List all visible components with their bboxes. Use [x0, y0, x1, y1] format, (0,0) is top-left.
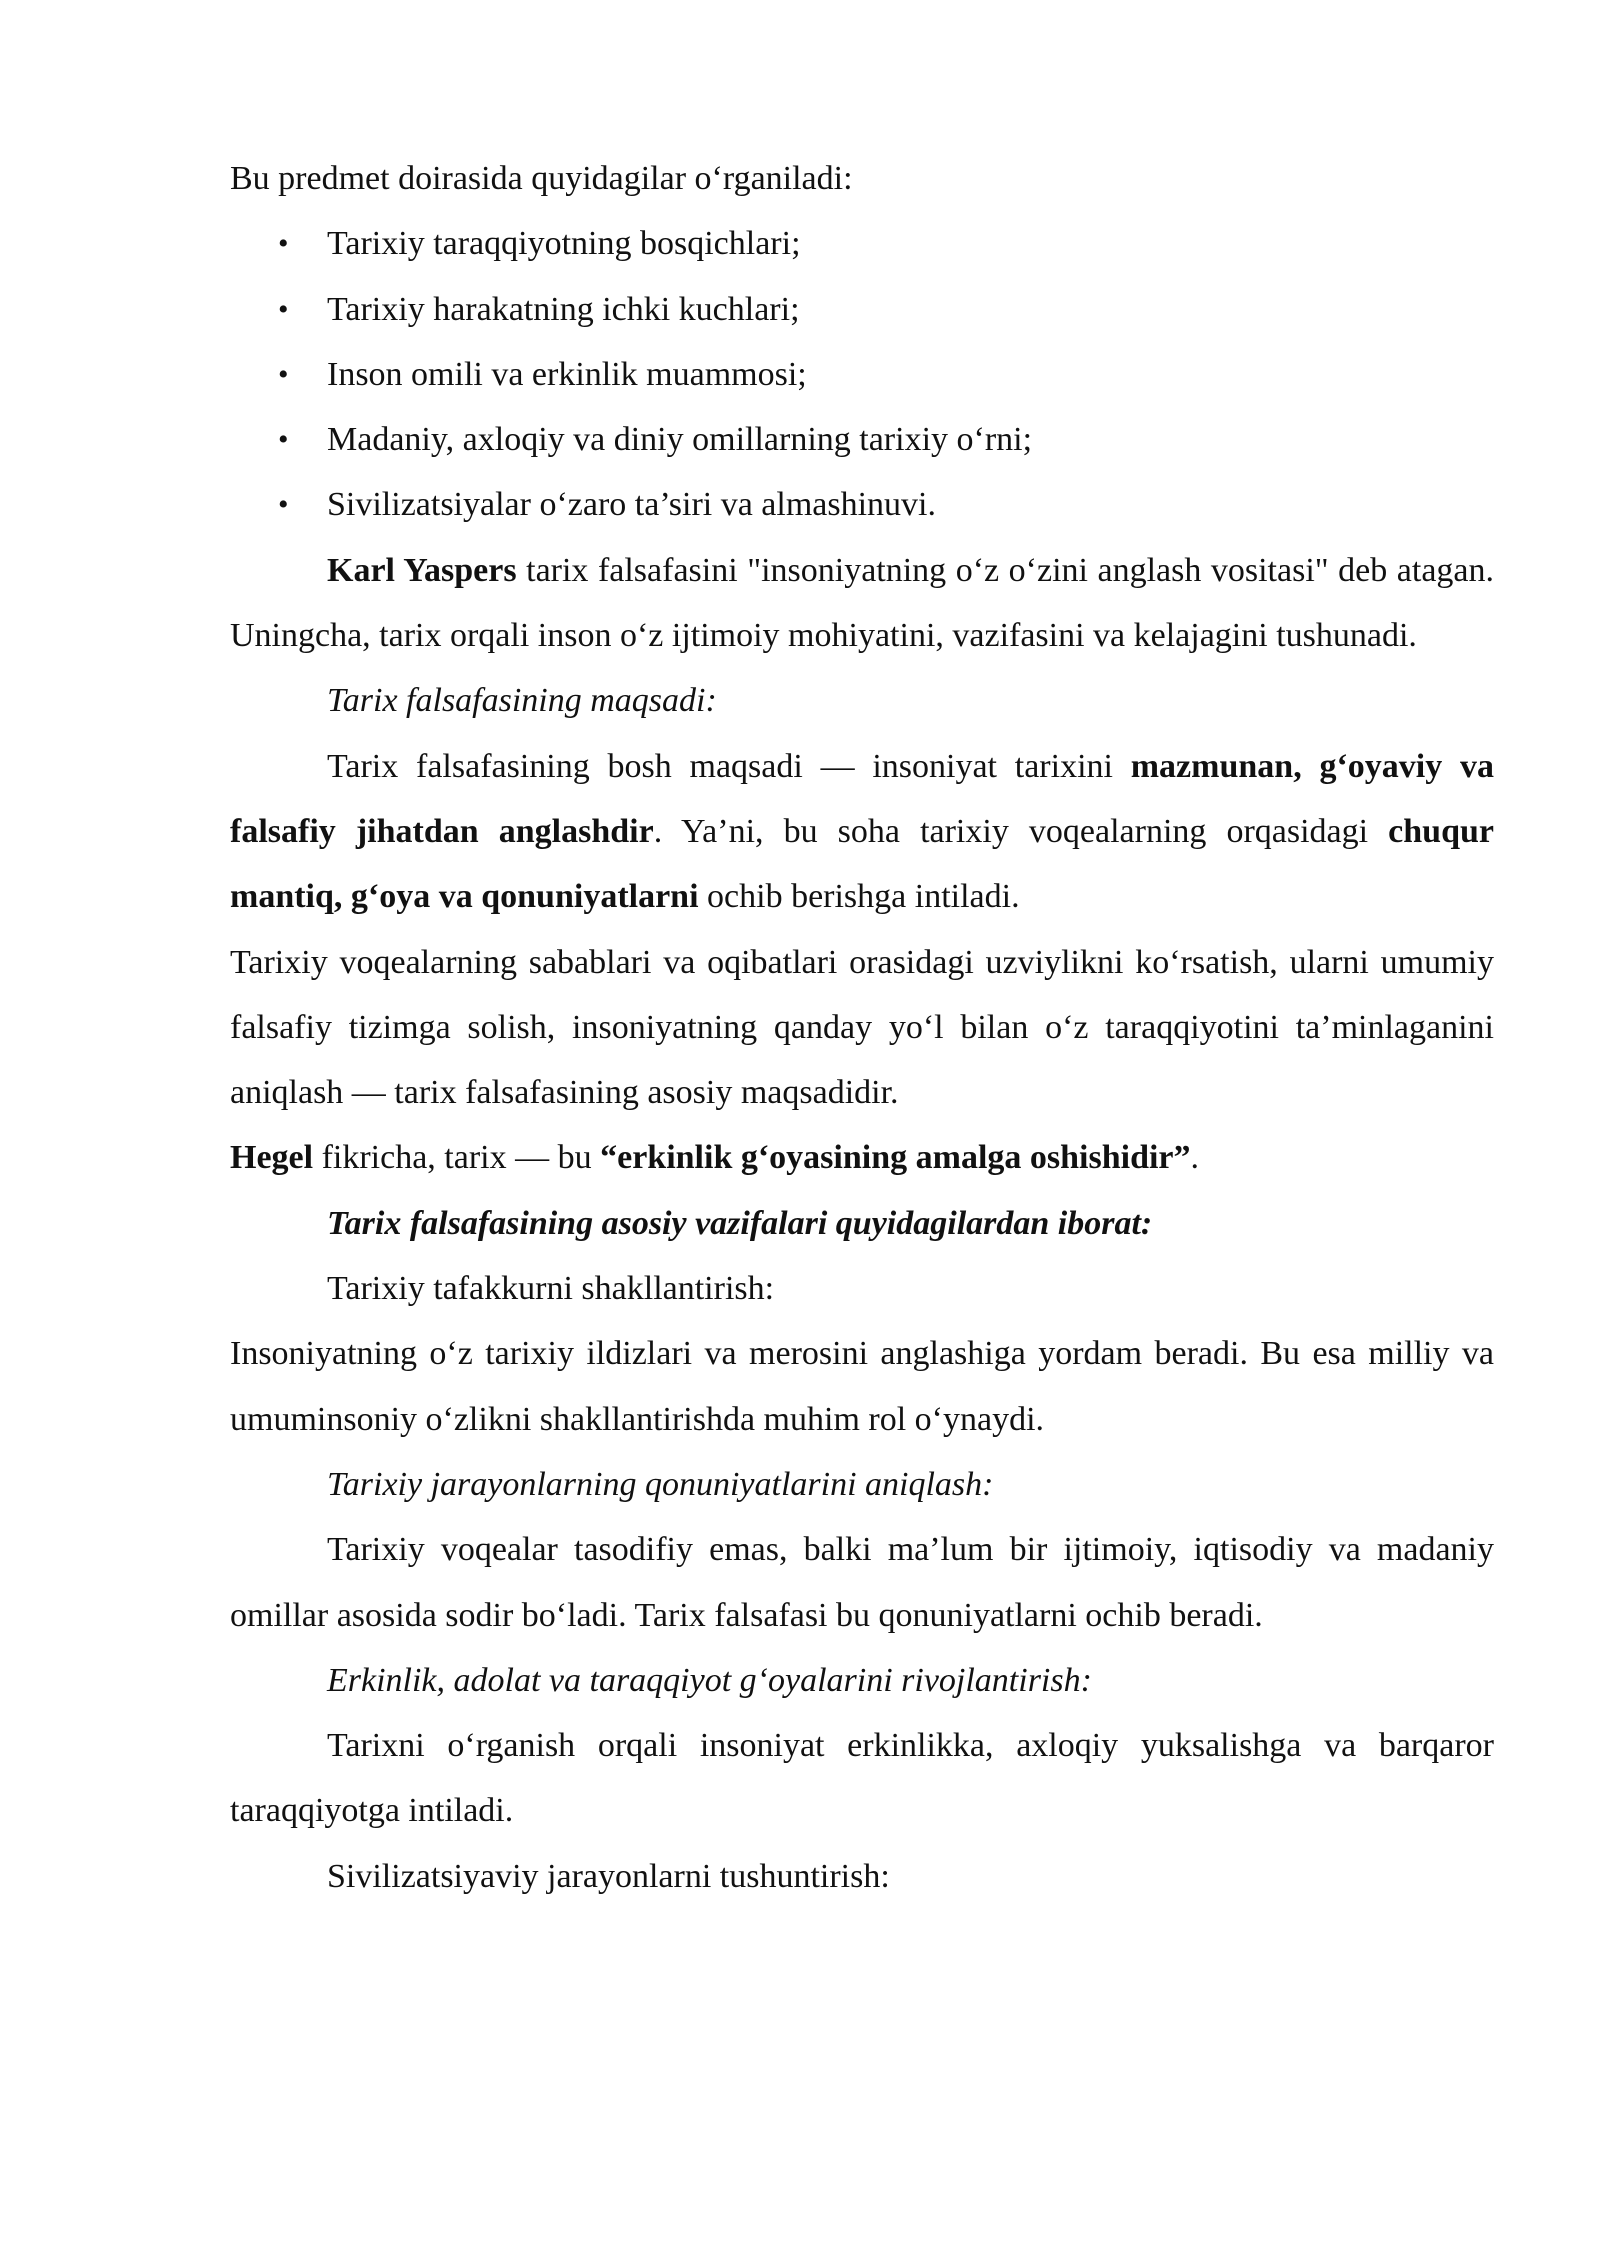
goal-paragraph: Tarix falsafasining bosh maqsadi — insoniyat tarixini mazmunan, g‘oyaviy va falsafiy jihatdan anglashdir. Ya’ni, bu soha tarixiy voqealarning orqasidagi chuqur mantiq, g‘oya va qonuniyatlarni ochib berishga intiladi.	[230, 747, 1494, 916]
intro-paragraph: Bu predmet doirasida quyidagilar o‘rganiladi:	[230, 160, 853, 197]
bullet-icon: •	[278, 292, 289, 326]
bullet-icon: •	[278, 423, 289, 457]
hegel-paragraph: Hegel fikricha, tarix — bu “erkinlik g‘oyasining amalga oshishidir”.	[230, 1139, 1200, 1177]
topics-list	[230, 211, 1494, 537]
bullet-icon: •	[278, 227, 289, 261]
list-item: • Madaniy, axloqiy va diniy omillarning tarixiy o‘rni;	[230, 407, 1494, 472]
task3-text: Tarixni o‘rganish orqali insoniyat erkinlikka, axloqiy yuksalishga va barqaror taraqqiyotga intiladi.	[230, 1727, 1494, 1830]
task2-text: Tarixiy voqealar tasodifiy emas, balki ma’lum bir ijtimoiy, iqtisodiy va madaniy omillar asosida sodir bo‘ladi. Tarix falsafasi bu qonuniyatlarni ochib beradi.	[230, 1531, 1494, 1634]
goal-paragraph-2: Tarixiy voqealarning sabablari va oqibatlari orasidagi uzviylikni ko‘rsatish, ularni umumiy falsafiy tizimga solish, insoniyatning qanday yo‘l bilan o‘z taraqqiyotini ta’minlaganini aniqlash — tarix falsafasining asosiy maqsadidir.	[230, 943, 1494, 1112]
list-item: • Sivilizatsiyalar o‘zaro ta’siri va almashinuvi.	[230, 472, 1494, 537]
document-page	[230, 146, 1494, 1909]
task3-heading: Erkinlik, adolat va taraqqiyot g‘oyalarini rivojlantirish:	[327, 1661, 1092, 1699]
bullet-icon: •	[278, 488, 289, 522]
yaspers-name: Karl Yaspers	[327, 551, 517, 589]
list-item: • Tarixiy harakatning ichki kuchlari;	[230, 277, 1494, 342]
bullet-icon: •	[278, 357, 289, 391]
task4-heading: Sivilizatsiyaviy jarayonlarni tushuntirish:	[327, 1857, 890, 1895]
task1-heading: Tarixiy tafakkurni shakllantirish:	[327, 1270, 775, 1308]
list-item: • Tarixiy taraqqiyotning bosqichlari;	[230, 211, 1494, 276]
yaspers-paragraph: Karl Yaspers tarix falsafasini "insoniyatning o‘z o‘zini anglash vositasi" deb atagan. Uningcha, tarix orqali inson o‘z ijtimoiy mohiyatini, vazifasini va kelajagini tushunadi.	[230, 551, 1495, 655]
tasks-heading: Tarix falsafasining asosiy vazifalari quyidagilardan iborat:	[327, 1204, 1153, 1242]
list-item: • Inson omili va erkinlik muammosi;	[230, 342, 1494, 407]
task2-heading: Tarixiy jarayonlarning qonuniyatlarini aniqlash:	[327, 1465, 994, 1503]
task1-text: Insoniyatning o‘z tarixiy ildizlari va merosini anglashiga yordam beradi. Bu esa milliy va umuminsoniy o‘zlikni shakllantirishda muhim rol o‘ynaydi.	[230, 1335, 1494, 1438]
goal-heading: Tarix falsafasining maqsadi:	[327, 682, 717, 720]
